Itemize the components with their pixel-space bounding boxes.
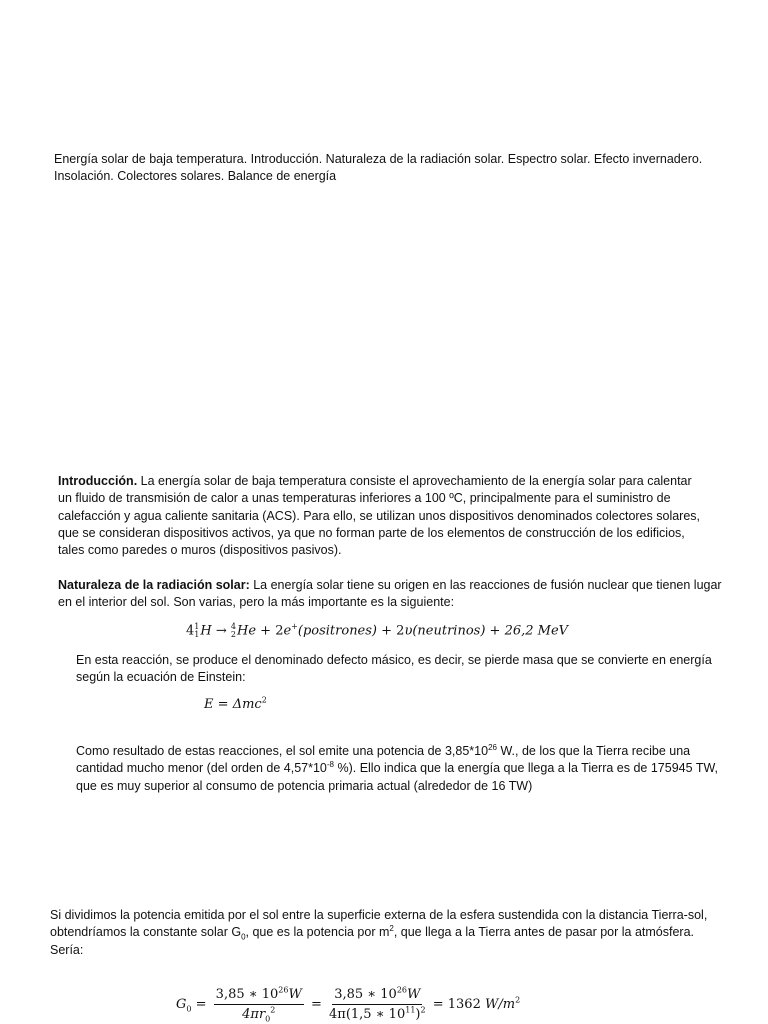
num2-value: 3,85 ∗ 10 bbox=[334, 987, 397, 1002]
positron-symbol: e bbox=[283, 623, 292, 639]
helium-symbol: He bbox=[237, 623, 257, 639]
constante-text-2c: , que llega a la Tierra antes de pasar por la atmósfera. bbox=[393, 925, 694, 940]
fusion-reaction-equation bbox=[186, 623, 568, 639]
formula-result: = 1362 bbox=[432, 997, 481, 1012]
g-subscript: 0 bbox=[186, 1004, 192, 1014]
formula-result-exp: 2 bbox=[515, 995, 521, 1005]
resultado-line-3: que es muy superior al consumo de potencia primaria actual (alrededor de 16 TW) bbox=[76, 778, 533, 793]
einstein-exponent: 2 bbox=[261, 695, 267, 705]
num2-unit: W bbox=[407, 987, 421, 1002]
den1-value: 4πr bbox=[242, 1007, 266, 1022]
fraction-1 bbox=[214, 987, 304, 1022]
hydrogen-isotope-indices bbox=[194, 623, 199, 639]
resultado-line-1 bbox=[76, 743, 718, 760]
den1-sub: 0 bbox=[265, 1014, 271, 1024]
intro-line-1 bbox=[58, 473, 700, 490]
den2-value: 4π(1,5 ∗ 10 bbox=[329, 1007, 406, 1022]
einstein-equals: = bbox=[217, 697, 229, 712]
resultado-line-2 bbox=[76, 760, 718, 777]
fraction-1-denominator bbox=[242, 1005, 275, 1022]
intro-line-2: un fluido de transmisión de calor a unas temperaturas inferiores a 100 ºC, principalmente para el suministro de bbox=[58, 491, 671, 506]
constante-line-1: Si dividimos la potencia emitida por el sol entre la superficie externa de la esfera sustendida con la distancia Tierra-sol, bbox=[50, 908, 708, 922]
den2-close: ) bbox=[415, 1007, 421, 1022]
constante-paragraph bbox=[50, 907, 707, 959]
helium-isotope-indices bbox=[231, 623, 236, 639]
intro-label: Introducción. bbox=[58, 474, 138, 488]
positrones-label: (positrones) bbox=[297, 623, 377, 639]
naturaleza-paragraph bbox=[58, 577, 722, 612]
neutrinos-label: (neutrinos) bbox=[412, 623, 486, 639]
num1-value: 3,85 ∗ 10 bbox=[215, 987, 279, 1002]
resultado-exp-2: -8 bbox=[326, 760, 334, 770]
den2-sup: 2 bbox=[420, 1005, 426, 1015]
einstein-energy-symbol: E bbox=[204, 697, 214, 712]
g-symbol: G bbox=[176, 997, 187, 1012]
reaction-energy: + 26,2 MeV bbox=[489, 623, 569, 639]
constante-line-2 bbox=[50, 924, 707, 941]
constante-line-3: Sería: bbox=[50, 942, 84, 957]
den2-exp: 11 bbox=[405, 1005, 416, 1015]
fraction-2 bbox=[329, 987, 426, 1022]
he-atomic-number: 2 bbox=[230, 630, 236, 639]
fraction-2-denominator bbox=[329, 1005, 426, 1022]
document-header bbox=[54, 151, 702, 186]
header-line-2: Insolación. Colectores solares. Balance de energía bbox=[54, 169, 337, 184]
header-line-1: Energía solar de baja temperatura. Introducción. Naturaleza de la radiación solar. Espectro solar. Efecto invernadero. bbox=[54, 152, 703, 166]
resultado-text-2: cantidad mucho menor (del orden de 4,57*10 bbox=[76, 761, 327, 776]
intro-line-3: calefacción y agua caliente sanitaria (ACS). Para ello, se utilizan unos dispositivos denominados colectores solares, bbox=[58, 508, 701, 523]
intro-paragraph bbox=[58, 473, 700, 559]
formula-equals-1: = bbox=[195, 997, 207, 1012]
fraction-1-numerator bbox=[214, 987, 304, 1005]
num1-unit: W bbox=[288, 987, 302, 1002]
reaction-arrow: → bbox=[215, 623, 227, 639]
solar-constant-formula bbox=[176, 987, 520, 1022]
einstein-equation bbox=[204, 697, 267, 712]
h-mass-number: 1 bbox=[194, 622, 200, 631]
h-atomic-number: 1 bbox=[194, 630, 200, 639]
constante-text-2a: obtendríamos la constante solar G bbox=[50, 925, 242, 940]
den1-sup: 2 bbox=[270, 1005, 276, 1015]
positron-charge: + bbox=[291, 622, 298, 632]
formula-result-unit: W/m bbox=[484, 997, 516, 1012]
intro-line-5: tales como paredes o muros (dispositivos pasivos). bbox=[58, 543, 342, 558]
naturaleza-line-1 bbox=[58, 577, 722, 594]
resultado-tail-1: W., de los que la Tierra recibe una bbox=[496, 744, 691, 758]
defecto-line-1: En esta reacción, se produce el denominado defecto másico, es decir, se pierde masa que se convierte en energía bbox=[76, 653, 712, 667]
naturaleza-text-1: La energía solar tiene su origen en las reacciones de fusión nuclear que tienen lugar bbox=[249, 578, 722, 592]
reaction-coefficient: 4 bbox=[186, 623, 195, 639]
constante-text-2b: , que es la potencia por m bbox=[245, 925, 390, 940]
hydrogen-symbol: H bbox=[200, 623, 212, 639]
neutrino-symbol: υ bbox=[404, 623, 413, 639]
einstein-mass-term: Δmc bbox=[232, 697, 262, 712]
defecto-paragraph bbox=[76, 652, 712, 687]
intro-text-1: La energía solar de baja temperatura consiste el aprovechamiento de la energía solar para calentar bbox=[137, 474, 692, 488]
resultado-paragraph bbox=[76, 743, 718, 795]
reaction-plus-neutrino: + 2 bbox=[381, 623, 405, 639]
naturaleza-label: Naturaleza de la radiación solar: bbox=[58, 578, 250, 592]
naturaleza-line-2: en el interior del sol. Son varias, pero la más importante es la siguiente: bbox=[58, 595, 455, 610]
num1-exp: 26 bbox=[278, 985, 289, 995]
fraction-2-numerator bbox=[332, 987, 422, 1005]
resultado-text-1: Como resultado de estas reacciones, el sol emite una potencia de 3,85*10 bbox=[76, 744, 489, 758]
resultado-exp-1: 26 bbox=[488, 742, 497, 752]
intro-line-4: que se consideran dispositivos activos, ya que no forman parte de los elementos de construcción de los edificios, bbox=[58, 525, 685, 540]
constante-sup: 2 bbox=[389, 924, 394, 934]
resultado-tail-2: %). Ello indica que la energía que llega a la Tierra es de 175945 TW, bbox=[334, 761, 719, 776]
reaction-plus-positron: + 2 bbox=[260, 623, 284, 639]
num2-exp: 26 bbox=[396, 985, 407, 995]
formula-equals-2: = bbox=[310, 997, 322, 1012]
defecto-line-2: según la ecuación de Einstein: bbox=[76, 670, 246, 685]
constante-sub: 0 bbox=[241, 932, 246, 942]
he-mass-number: 4 bbox=[230, 622, 236, 631]
